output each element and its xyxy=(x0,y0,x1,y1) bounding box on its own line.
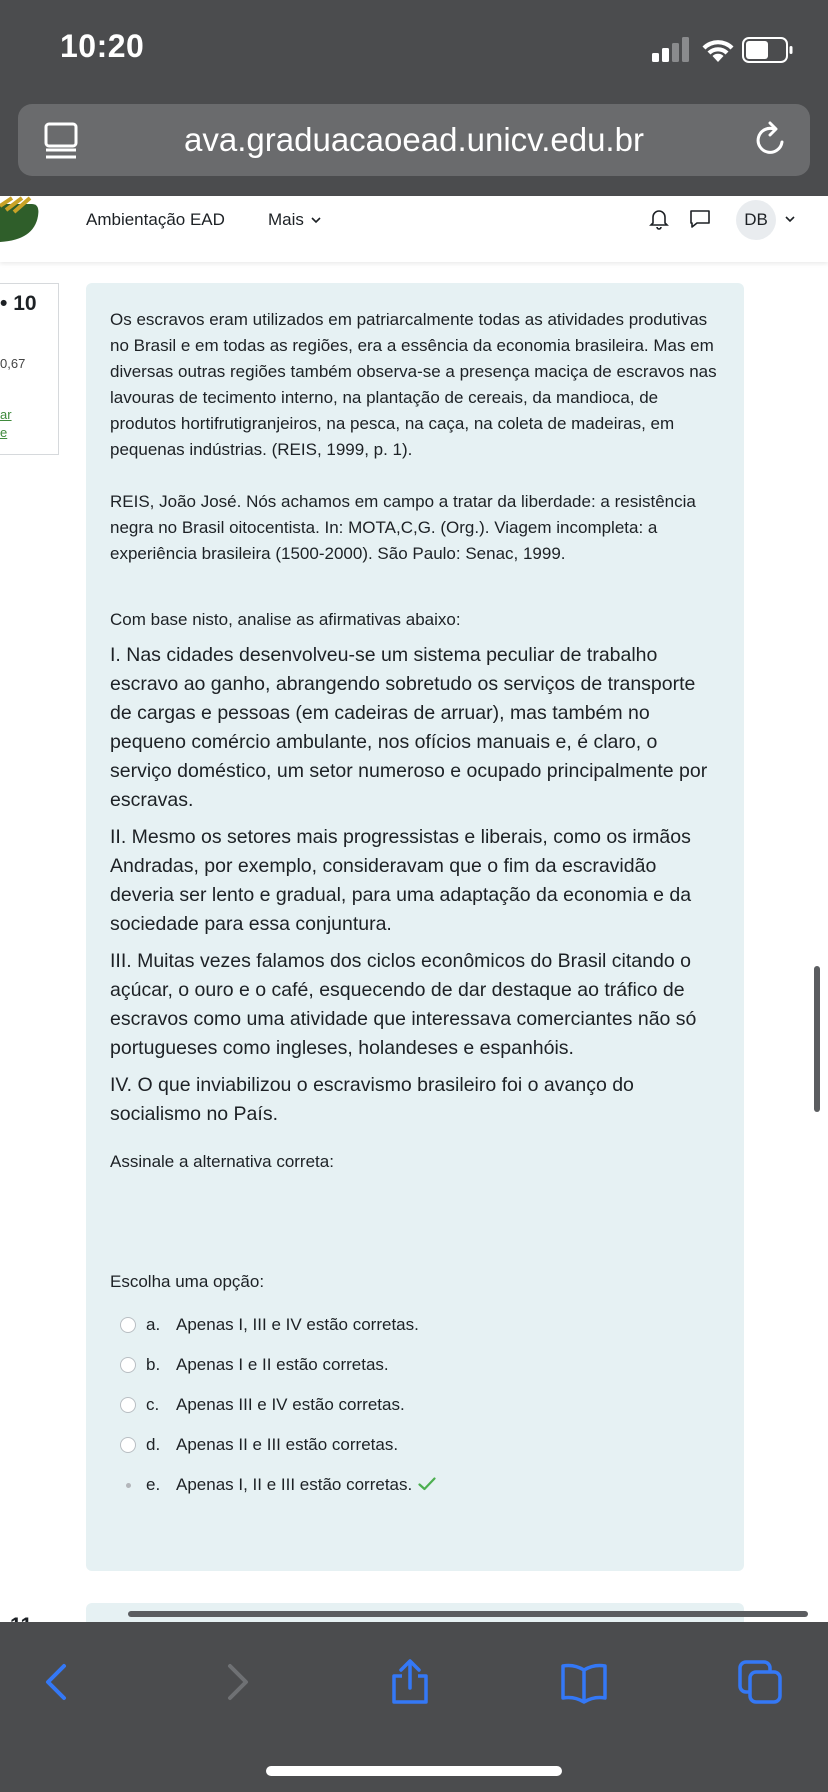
share-icon[interactable] xyxy=(386,1658,434,1706)
statement-iv: IV. O que inviabilizou o escravismo brasileiro foi o avanço do socialismo no País. xyxy=(110,1074,634,1125)
battery-icon xyxy=(742,37,794,63)
status-time: 10:20 xyxy=(60,28,145,64)
message-icon[interactable] xyxy=(688,208,712,230)
option-text: Apenas I, III e IV estão corretas. xyxy=(176,1315,419,1334)
nav-link-mais[interactable] xyxy=(268,210,321,230)
browser-chrome-top xyxy=(0,0,828,196)
reload-icon[interactable] xyxy=(752,120,790,160)
answer-option-c[interactable] xyxy=(110,1385,722,1425)
option-letter: a. xyxy=(146,1315,161,1334)
cellular-signal-icon xyxy=(652,36,690,62)
wifi-icon xyxy=(700,36,736,64)
statement-ii: II. Mesmo os setores mais progressistas e liberais, como os irmãos Andradas, por exemplo, consideravam que o fim da escravidão deveria ser lento e gradual, para uma adaptação da economia e da sociedade para essa conjuntura. xyxy=(110,826,692,935)
radio-button[interactable] xyxy=(120,1437,136,1453)
question-card xyxy=(86,283,744,1571)
answer-options xyxy=(110,1305,722,1505)
tabs-icon[interactable] xyxy=(736,1658,784,1706)
forward-icon[interactable] xyxy=(212,1658,260,1706)
user-menu-chevron-icon[interactable] xyxy=(784,214,796,224)
reference-paragraph: REIS, João José. Nós achamos em campo a tratar da liberdade: a resistência negra no Brasil oitocentista. In: MOTA,C,G. (Org.). Viagem incompleta: a experiência brasileira (1500-2000). São Paulo: Senac, 1999. xyxy=(110,492,696,563)
option-letter: e. xyxy=(146,1475,161,1494)
question-content xyxy=(110,307,722,1505)
option-text: Apenas I e II estão corretas. xyxy=(176,1355,389,1374)
vertical-scrollbar[interactable] xyxy=(814,966,820,1112)
user-avatar[interactable]: DB xyxy=(736,200,776,240)
instruction-paragraph: Com base nisto, analise as afirmativas abaixo: xyxy=(110,610,461,629)
site-logo[interactable] xyxy=(0,196,40,246)
radio-button-selected[interactable] xyxy=(120,1477,136,1493)
flag-question-link[interactable]: ar e xyxy=(0,407,12,440)
chevron-down-icon[interactable] xyxy=(311,216,321,224)
bell-icon[interactable] xyxy=(648,208,670,230)
question-info-panel xyxy=(0,283,59,455)
statement-iii: III. Muitas vezes falamos dos ciclos econômicos do Brasil citando o açúcar, o ouro e o café, esquecendo de dar destaque ao tráfico de escravos como uma atividade que interessava comerciantes não só portugueses como ingleses, holandeses e espanhóis. xyxy=(110,950,697,1059)
answer-option-a[interactable] xyxy=(110,1305,722,1345)
option-text: Apenas III e IV estão corretas. xyxy=(176,1395,405,1414)
correct-check-icon xyxy=(418,1477,436,1491)
statement-i: I. Nas cidades desenvolveu-se um sistema peculiar de trabalho escravo ao ganho, abrangendo sobretudo os serviços de transporte de cargas e pessoas (em cadeiras de arruar), mas também no pequeno comércio ambulante, nos ofícios manuais e, é claro, o serviço doméstico, um setor numeroso e ocupado principalmente por escravas. xyxy=(110,644,708,811)
option-letter: d. xyxy=(146,1435,161,1454)
back-icon[interactable] xyxy=(34,1658,82,1706)
bookmarks-icon[interactable] xyxy=(560,1658,608,1706)
radio-button[interactable] xyxy=(120,1357,136,1373)
horizontal-scrollbar[interactable] xyxy=(128,1611,808,1617)
question-number-value: 10 xyxy=(13,292,37,315)
option-text: Apenas II e III estão corretas. xyxy=(176,1435,399,1454)
question-score: 0,67 xyxy=(0,356,26,371)
site-navbar xyxy=(0,196,828,262)
radio-button[interactable] xyxy=(120,1397,136,1413)
flag-question-link-text[interactable]: ar xyxy=(0,407,12,422)
question-text-paragraph: Os escravos eram utilizados em patriarcalmente todas as atividades produtivas no Brasil e em todas as regiões, era a essência da economia brasileira. Mas em diversas outras regiões também observa-se a presença maciça de escravos nas lavouras de tecimento interno, na plantação de cereais, da mandioca, de produtos hortifrutigranjeiros, na pesca, na caça, na coleta de madeiras, em pequenas indústrias. (REIS, 1999, p. 1). xyxy=(110,310,717,459)
question-prompt: Assinale a alternativa correta: xyxy=(110,1152,334,1171)
radio-button[interactable] xyxy=(120,1317,136,1333)
browser-toolbar xyxy=(0,1622,828,1792)
answer-option-e[interactable] xyxy=(110,1465,722,1505)
answer-option-d[interactable] xyxy=(110,1425,722,1465)
nav-link-ambientacao[interactable]: Ambientação EAD xyxy=(86,210,225,229)
nav-link-mais-label[interactable]: Mais xyxy=(268,210,304,229)
option-letter: b. xyxy=(146,1355,161,1374)
option-letter: c. xyxy=(146,1395,160,1414)
address-bar[interactable] xyxy=(18,104,810,176)
answer-option-b[interactable] xyxy=(110,1345,722,1385)
question-number: • 10 xyxy=(0,292,37,315)
option-text xyxy=(176,1465,436,1505)
home-indicator[interactable] xyxy=(266,1766,562,1776)
option-text-value: Apenas I, II e III estão corretas. xyxy=(176,1475,413,1494)
url-text[interactable]: ava.graduacaoead.unicv.edu.br xyxy=(184,121,644,158)
choose-option-label: Escolha uma opção: xyxy=(110,1272,265,1291)
